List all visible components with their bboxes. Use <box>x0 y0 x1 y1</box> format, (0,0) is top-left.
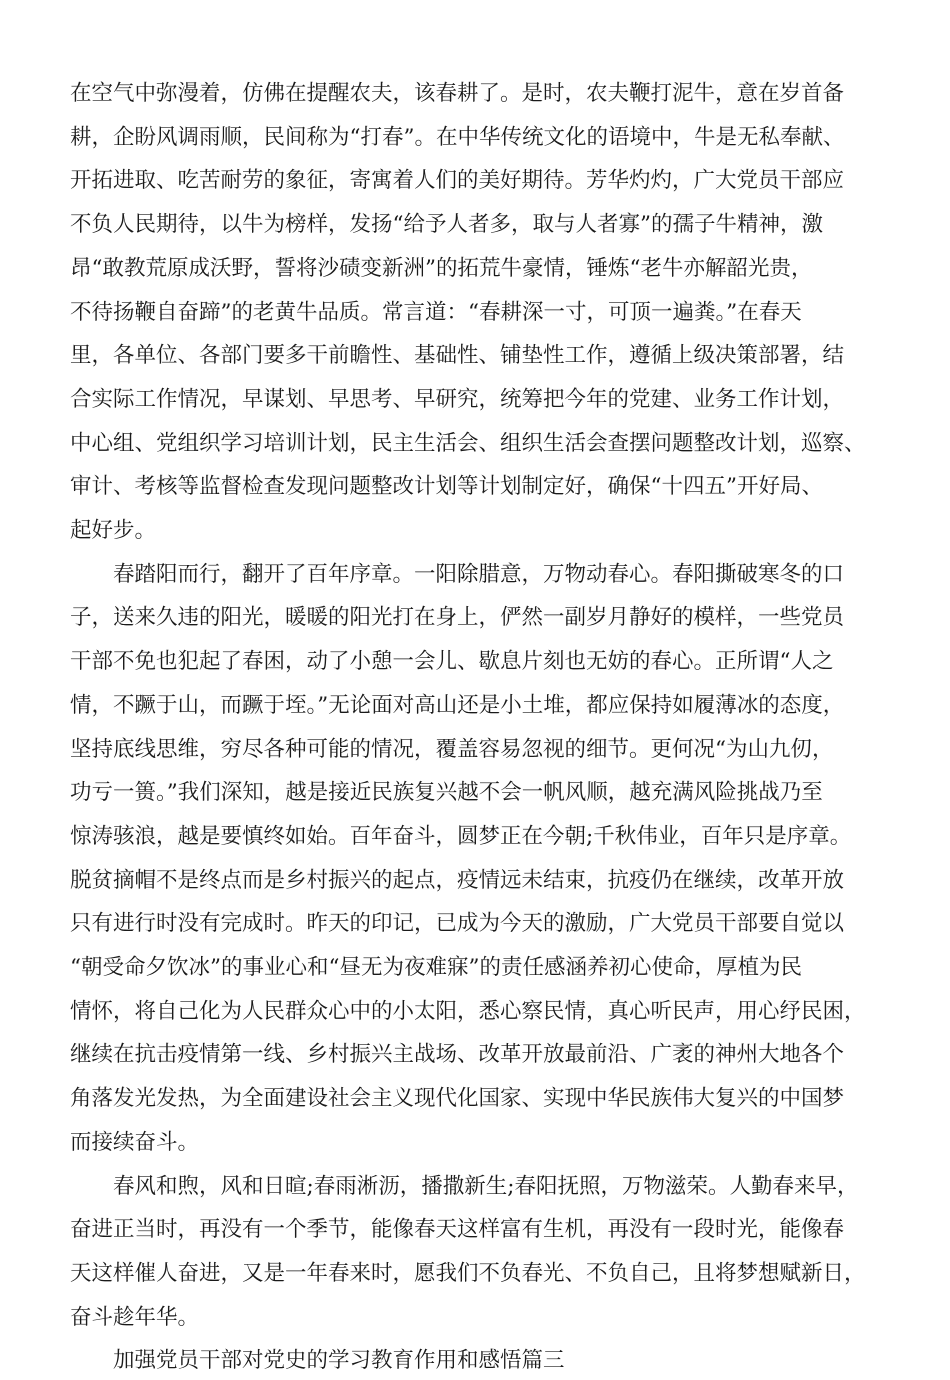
text-line: 合实际工作情况，早谋划、早思考、早研究，统筹把今年的党建、业务工作计划， <box>70 387 845 412</box>
text-line: 昂“敢教荒原成沃野，誓将沙碛变新洲”的拓荒牛豪情，锤炼“老牛亦解韶光贵， <box>70 256 813 281</box>
text-line: 情怀，将自己化为人民群众心中的小太阳，悉心察民情，真心听民声，用心纾民困， <box>70 999 866 1024</box>
text-line: 继续在抗击疫情第一线、乡村振兴主战场、改革开放最前沿、广袤的神州大地各个 <box>70 1042 845 1067</box>
text-line: 不负人民期待，以牛为榜样，发扬“给予人者多，取与人者寡”的孺子牛精神，激 <box>70 212 823 237</box>
text-line: 情，不蹶于山，而蹶于垤。”无论面对高山还是小土堆，都应保持如履薄冰的态度， <box>70 693 845 718</box>
text-line: 功亏一篑。”我们深知，越是接近民族复兴越不会一帆风顺，越充满风险挑战乃至 <box>70 780 823 805</box>
text-line: 角落发光发热，为全面建设社会主义现代化国家、实现中华民族伟大复兴的中国梦 <box>70 1086 845 1111</box>
text-line: 奋斗趁年华。 <box>70 1305 200 1330</box>
text-line: 春风和煦，风和日暄;春雨淅沥，播撒新生;春阳抚照，万物滋荣。人勤春来早， <box>70 1174 859 1199</box>
text-line: 在空气中弥漫着，仿佛在提醒农夫，该春耕了。是时，农夫鞭打泥牛，意在岁首备 <box>70 81 845 106</box>
text-line: 不待扬鞭自奋蹄”的老黄牛品质。常言道：“春耕深一寸，可顶一遍粪。”在春天 <box>70 300 802 325</box>
text-line: 干部不免也犯起了春困，动了小憩一会儿、歇息片刻也无妨的春心。正所谓“人之 <box>70 649 834 674</box>
text-line: 惊涛骇浪，越是要慎终如始。百年奋斗，圆梦正在今朝;千秋伟业，百年只是序章。 <box>70 824 852 849</box>
text-line: 中心组、党组织学习培训计划，民主生活会、组织生活会查摆问题整改计划，巡察、 <box>70 431 866 456</box>
text-line: 起好步。 <box>70 518 157 543</box>
text-line: 坚持底线思维，穷尽各种可能的情况，覆盖容易忽视的细节。更何况“为山九仞， <box>70 737 834 762</box>
text-line: 耕，企盼风调雨顺，民间称为“打春”。在中华传统文化的语境中，牛是无私奉献、 <box>70 125 845 150</box>
text-line: 春踏阳而行，翻开了百年序章。一阳除腊意，万物动春心。春阳撕破寒冬的口 <box>70 562 845 587</box>
text-line: 奋进正当时，再没有一个季节，能像春天这样富有生机，再没有一段时光，能像春 <box>70 1217 845 1242</box>
text-line: 子，送来久违的阳光，暖暖的阳光打在身上，俨然一副岁月静好的模样，一些党员 <box>70 605 845 630</box>
text-line: 天这样催人奋进，又是一年春来时，愿我们不负春光、不负自己，且将梦想赋新日， <box>70 1261 866 1286</box>
text-line: 审计、考核等监督检查发现问题整改计划等计划制定好，确保“十四五”开好局、 <box>70 474 823 499</box>
section-heading: 加强党员干部对党史的学习教育作用和感悟篇三 <box>70 1348 565 1373</box>
text-line: 开拓进取、吃苦耐劳的象征，寄寓着人们的美好期待。芳华灼灼，广大党员干部应 <box>70 168 845 193</box>
text-line: 里，各单位、各部门要多干前瞻性、基础性、铺垫性工作，遵循上级决策部署，结 <box>70 343 845 368</box>
text-line: 只有进行时没有完成时。昨天的印记，已成为今天的激励，广大党员干部要自觉以 <box>70 911 845 936</box>
text-line: 脱贫摘帽不是终点而是乡村振兴的起点，疫情远未结束，抗疫仍在继续，改革开放 <box>70 868 845 893</box>
text-line: 而接续奋斗。 <box>70 1130 200 1155</box>
text-line: “朝受命夕饮冰”的事业心和“昼无为夜难寐”的责任感涵养初心使命，厚植为民 <box>70 955 802 980</box>
